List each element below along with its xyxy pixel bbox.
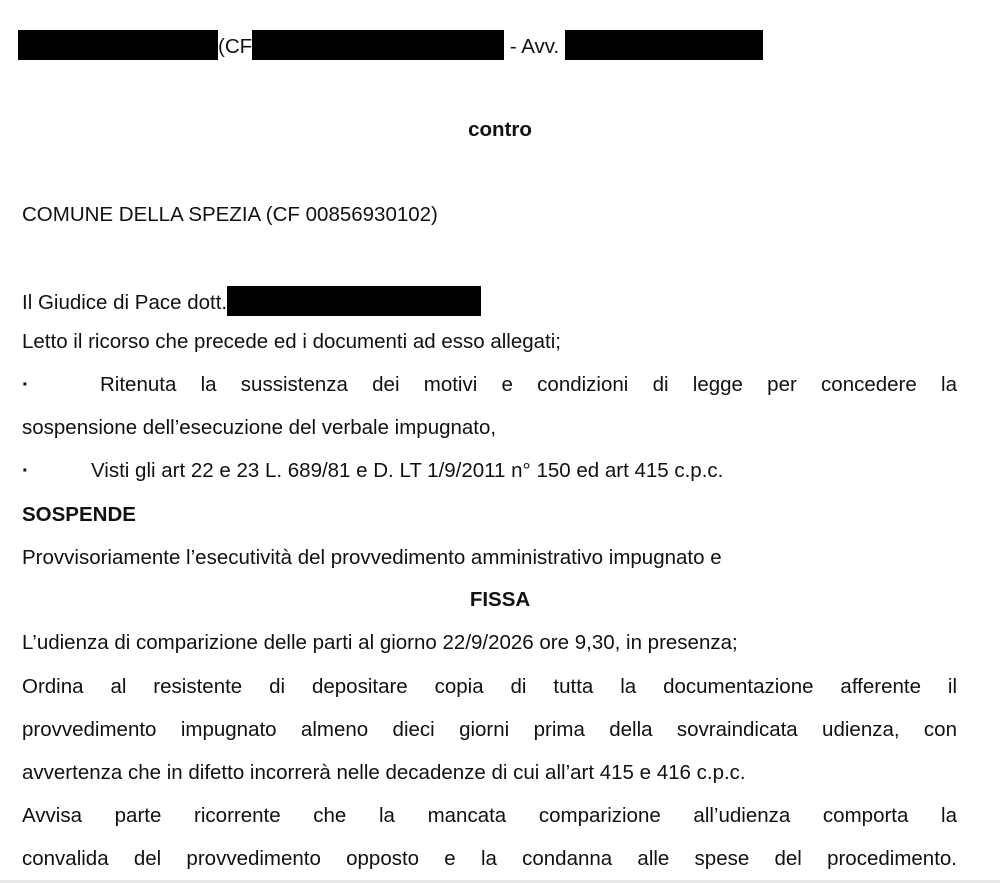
cf-label: (CF <box>218 35 253 58</box>
redaction-block <box>18 30 218 60</box>
udienza-line: L’udienza di comparizione delle parti al giorno 22/9/2026 ore 9,30, in presenza; <box>22 631 738 654</box>
ritenuta-line-1 <box>22 371 82 399</box>
visti-line <box>22 457 723 485</box>
bullet-icon: · <box>22 373 29 396</box>
redaction-block <box>227 286 481 316</box>
ritenuta-line-2: sospensione dell’esecuzione del verbale impugnato, <box>22 416 497 439</box>
fissa-heading: FISSA <box>469 588 531 611</box>
contro-heading: contro <box>468 118 532 141</box>
avvisa-line-2: convalida del provvedimento opposto e la condanna alle spese del procedimento. <box>22 847 957 870</box>
giudice-line <box>22 286 481 317</box>
ordina-line-1: Ordina al resistente di depositare copia di tutta la documentazione afferente il <box>22 675 957 698</box>
redaction-block <box>565 30 763 60</box>
sospende-heading: SOSPENDE <box>22 503 136 526</box>
avv-label: - Avv. <box>504 35 560 58</box>
resistente-line: COMUNE DELLA SPEZIA (CF 00856930102) <box>22 203 438 226</box>
redaction-block <box>252 30 504 60</box>
visti-text: Visti gli art 22 e 23 L. 689/81 e D. LT 1/9/2011 n° 150 ed art 415 c.p.c. <box>91 459 724 482</box>
provvisoriamente-line: Provvisoriamente l’esecutività del provvedimento amministrativo impugnato e <box>22 546 722 569</box>
bullet-icon: · <box>22 459 29 482</box>
letto-line: Letto il ricorso che precede ed i documenti ad esso allegati; <box>22 330 562 353</box>
ordina-line-3: avvertenza che in difetto incorrerà nelle decadenze di cui all’art 415 e 416 c.p.c. <box>22 761 746 784</box>
ritenuta-text-1: Ritenuta la sussistenza dei motivi e condizioni di legge per concedere la <box>100 373 957 396</box>
header-line <box>18 30 763 61</box>
avvisa-line-1: Avvisa parte ricorrente che la mancata comparizione all’udienza comporta la <box>22 804 957 827</box>
ordina-line-2: provvedimento impugnato almeno dieci giorni prima della sovraindicata udienza, con <box>22 718 957 741</box>
giudice-label: Il Giudice di Pace dott. <box>22 291 228 314</box>
